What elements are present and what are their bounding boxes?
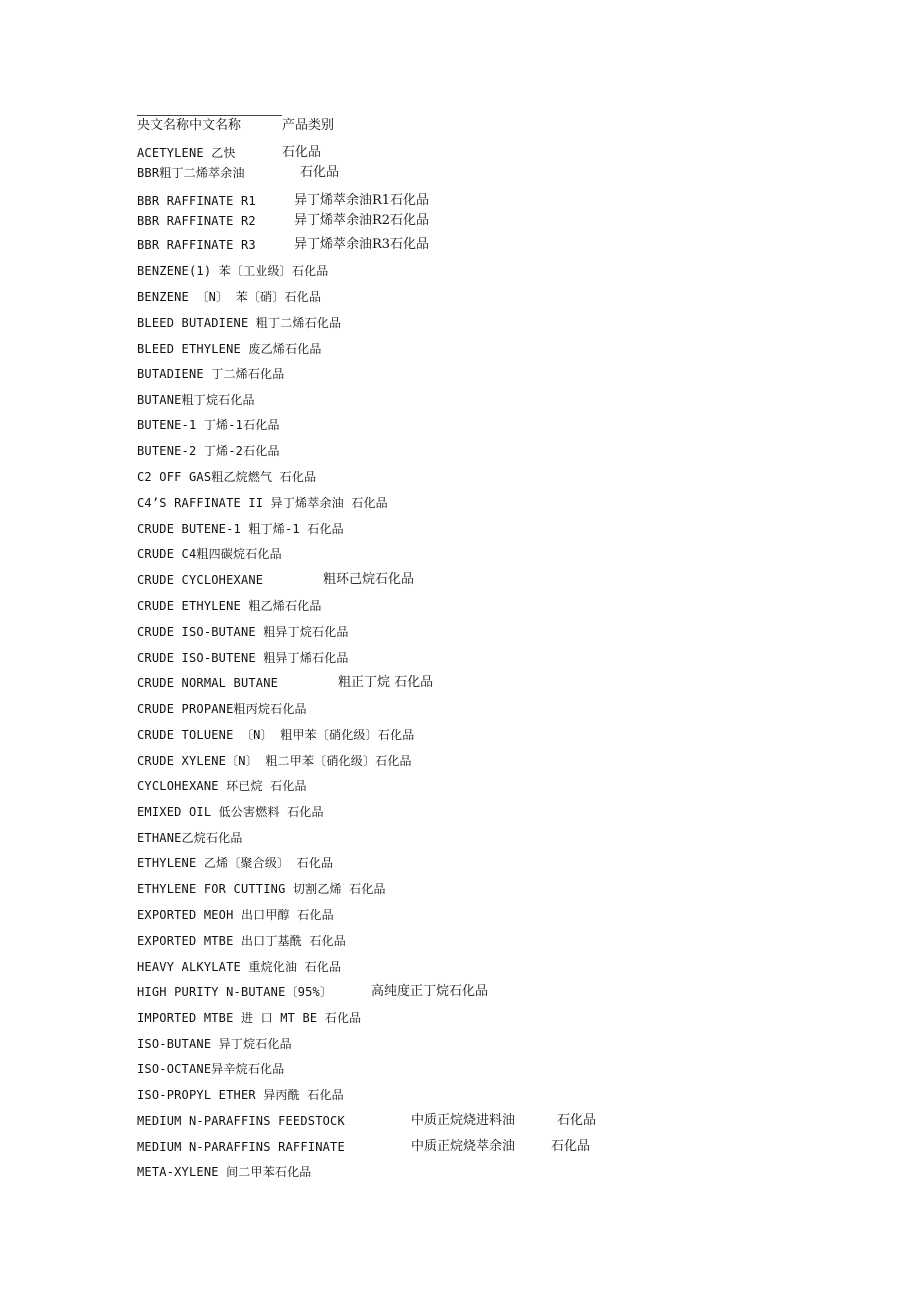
product-row bbox=[137, 315, 777, 331]
product-name: BENZENE(1) 苯〔工业级〕石化品 bbox=[137, 264, 329, 278]
product-name: ACETYLENE 乙快 bbox=[137, 146, 236, 160]
product-name: CRUDE TOLUENE 〔N〕 粗甲苯〔硝化级〕石化品 bbox=[137, 728, 415, 742]
product-name: BUTADIENE 丁二烯石化品 bbox=[137, 367, 285, 381]
product-name: IMPORTED MTBE 进 口 MT BE 石化品 bbox=[137, 1011, 362, 1025]
product-name: C2 OFF GAS粗乙烷燃气 石化品 bbox=[137, 470, 317, 484]
product-row bbox=[137, 959, 777, 975]
product-row bbox=[137, 830, 777, 846]
product-category: 异丁烯萃余油R2石化品 bbox=[294, 213, 430, 228]
product-category: 石化品 bbox=[282, 145, 322, 160]
product-row bbox=[137, 933, 777, 949]
product-name: CRUDE XYLENE〔N〕 粗二甲苯〔硝化级〕石化品 bbox=[137, 754, 412, 768]
product-row bbox=[137, 675, 777, 691]
header-name-column: 央文名称中文名称 bbox=[137, 118, 242, 133]
product-row bbox=[137, 237, 777, 253]
header-rule bbox=[137, 115, 282, 116]
product-row bbox=[137, 145, 777, 161]
product-name: BUTANE粗丁烷石化品 bbox=[137, 393, 255, 407]
product-row bbox=[137, 804, 777, 820]
product-name: CRUDE CYCLOHEXANE bbox=[137, 573, 264, 587]
product-row bbox=[137, 495, 777, 511]
product-name: CYCLOHEXANE 环已烷 石化品 bbox=[137, 779, 307, 793]
product-name: ISO-OCTANE异辛烷石化品 bbox=[137, 1062, 285, 1076]
product-name: ETHANE乙烷石化品 bbox=[137, 831, 243, 845]
product-name: EMIXED OIL 低公害燃料 石化品 bbox=[137, 805, 324, 819]
product-name: CRUDE ISO-BUTANE 粗异丁烷石化品 bbox=[137, 625, 349, 639]
product-name: CRUDE BUTENE-1 粗丁烯-1 石化品 bbox=[137, 522, 344, 536]
product-category: 粗正丁烷 石化品 bbox=[338, 675, 434, 690]
header-category-column: 产品类别 bbox=[282, 118, 335, 133]
product-row bbox=[137, 778, 777, 794]
product-name: CRUDE ISO-BUTENE 粗异丁烯石化品 bbox=[137, 651, 349, 665]
product-name: ISO-BUTANE 异丁烷石化品 bbox=[137, 1037, 292, 1051]
product-row bbox=[137, 165, 777, 181]
product-row bbox=[137, 443, 777, 459]
product-row bbox=[137, 469, 777, 485]
product-name: CRUDE PROPANE粗丙烷石化品 bbox=[137, 702, 307, 716]
product-name: CRUDE C4粗四碳烷石化品 bbox=[137, 547, 282, 561]
product-row bbox=[137, 907, 777, 923]
product-row bbox=[137, 417, 777, 433]
product-row bbox=[137, 1164, 777, 1180]
product-name: CRUDE ETHYLENE 粗乙烯石化品 bbox=[137, 599, 322, 613]
product-name: MEDIUM N-PARAFFINS RAFFINATE bbox=[137, 1140, 345, 1154]
product-row bbox=[137, 1010, 777, 1026]
product-row bbox=[137, 753, 777, 769]
product-category: 高纯度正丁烷石化品 bbox=[371, 984, 489, 999]
product-name: ISO-PROPYL ETHER 异丙酰 石化品 bbox=[137, 1088, 344, 1102]
product-row bbox=[137, 289, 777, 305]
product-row bbox=[137, 855, 777, 871]
product-name: ETHYLENE 乙烯〔聚合级〕 石化品 bbox=[137, 856, 334, 870]
product-row bbox=[137, 1113, 777, 1129]
product-row bbox=[137, 701, 777, 717]
product-name: BBR RAFFINATE R1 bbox=[137, 194, 256, 208]
product-name: CRUDE NORMAL BUTANE bbox=[137, 676, 279, 690]
product-name: BLEED ETHYLENE 废乙烯石化品 bbox=[137, 342, 322, 356]
product-row bbox=[137, 572, 777, 588]
product-row bbox=[137, 392, 777, 408]
product-name: C4’S RAFFINATE II 异丁烯萃余油 石化品 bbox=[137, 496, 388, 510]
product-name: META-XYLENE 间二甲苯石化品 bbox=[137, 1165, 312, 1179]
product-row bbox=[137, 984, 777, 1000]
product-row bbox=[137, 1036, 777, 1052]
product-name: EXPORTED MTBE 出口丁基酰 石化品 bbox=[137, 934, 346, 948]
product-category: 粗环己烷石化品 bbox=[323, 572, 415, 587]
product-row bbox=[137, 1139, 777, 1155]
product-category: 石化品 bbox=[300, 165, 340, 180]
product-name: ETHYLENE FOR CUTTING 切割乙烯 石化品 bbox=[137, 882, 386, 896]
product-row bbox=[137, 881, 777, 897]
product-row bbox=[137, 598, 777, 614]
product-name: MEDIUM N-PARAFFINS FEEDSTOCK bbox=[137, 1114, 345, 1128]
product-row bbox=[137, 193, 777, 209]
product-category: 石化品 bbox=[551, 1139, 591, 1154]
product-row bbox=[137, 1061, 777, 1077]
product-name: BUTENE-1 丁烯-1石化品 bbox=[137, 418, 280, 432]
product-name: BLEED BUTADIENE 粗丁二烯石化品 bbox=[137, 316, 342, 330]
product-row bbox=[137, 263, 777, 279]
product-row bbox=[137, 213, 777, 229]
product-chinese-name: 中质正烷烧萃余油 bbox=[411, 1139, 516, 1154]
product-row bbox=[137, 1087, 777, 1103]
product-name: EXPORTED MEOH 出口甲醇 石化品 bbox=[137, 908, 334, 922]
product-name: BBR粗丁二烯萃余油 bbox=[137, 166, 245, 180]
product-row bbox=[137, 624, 777, 640]
product-category: 石化品 bbox=[557, 1113, 597, 1128]
product-name: BUTENE-2 丁烯-2石化品 bbox=[137, 444, 280, 458]
product-name: BENZENE 〔N〕 苯〔硝〕石化品 bbox=[137, 290, 322, 304]
product-row bbox=[137, 650, 777, 666]
product-name: HIGH PURITY N-BUTANE〔95%〕 bbox=[137, 985, 333, 999]
product-row bbox=[137, 546, 777, 562]
product-name: BBR RAFFINATE R3 bbox=[137, 238, 256, 252]
header-row bbox=[137, 118, 537, 134]
product-name: HEAVY ALKYLATE 重烷化油 石化品 bbox=[137, 960, 342, 974]
product-row bbox=[137, 727, 777, 743]
product-chinese-name: 中质正烷烧进料油 bbox=[411, 1113, 516, 1128]
product-row bbox=[137, 521, 777, 537]
product-row bbox=[137, 341, 777, 357]
product-name: BBR RAFFINATE R2 bbox=[137, 214, 256, 228]
product-row bbox=[137, 366, 777, 382]
product-category: 异丁烯萃余油R1石化品 bbox=[294, 193, 430, 208]
product-category: 异丁烯萃余油R3石化品 bbox=[294, 237, 430, 252]
